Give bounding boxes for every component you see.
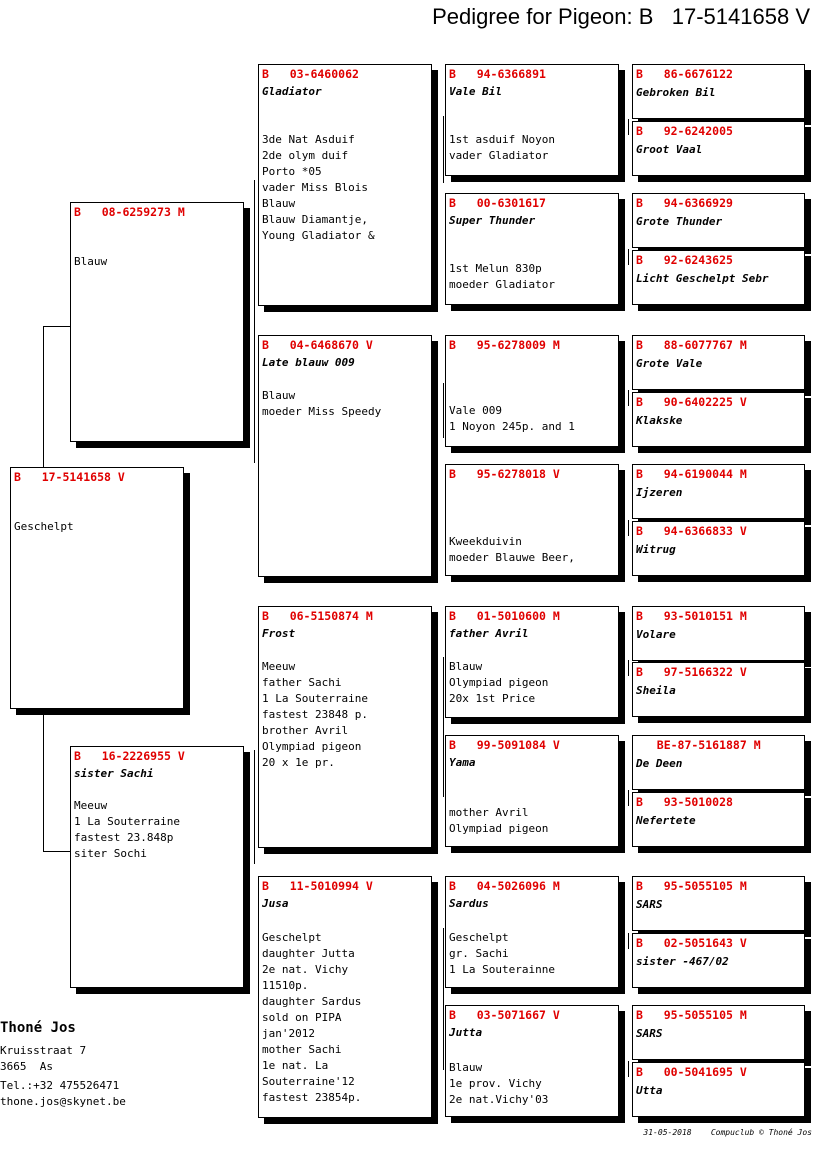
ring-number: B 06-5150874 M — [262, 609, 373, 623]
pigeon-info: Meeuw 1 La Souterraine fastest 23.848p siter Sochi — [74, 799, 180, 860]
pigeon-card-gen3[interactable] — [445, 1005, 619, 1117]
connector-line — [628, 660, 629, 676]
pigeon-name: Gebroken Bil — [636, 86, 716, 99]
pigeon-card-gen4[interactable] — [632, 250, 805, 305]
connector-line — [628, 390, 629, 406]
connector-line — [628, 790, 629, 806]
pigeon-card-gen4[interactable] — [632, 464, 805, 519]
pigeon-card-gen4[interactable] — [632, 64, 805, 119]
pigeon-card-gen4[interactable] — [632, 606, 805, 661]
pigeon-card-gen4[interactable] — [632, 193, 805, 248]
pigeon-card-gen2[interactable] — [258, 335, 432, 577]
pigeon-info: Kweekduivin moeder Blauwe Beer, — [449, 535, 575, 564]
owner-name: Thoné Jos — [0, 1020, 76, 1036]
ring-number: B 00-6301617 — [449, 196, 546, 210]
pigeon-card-gen3[interactable] — [445, 335, 619, 447]
pigeon-card-gen3[interactable] — [445, 464, 619, 576]
connector-line — [628, 249, 629, 265]
pigeon-card-gen2[interactable] — [258, 606, 432, 848]
pigeon-card-gen4[interactable] — [632, 392, 805, 447]
pigeon-info: Geschelpt gr. Sachi 1 La Souterainne — [449, 931, 555, 976]
ring-number: B 94-6366929 — [636, 196, 733, 210]
connector-line — [43, 851, 70, 852]
ring-number: B 00-5041695 V — [636, 1065, 747, 1079]
connector-line — [443, 116, 444, 183]
ring-number: B 17-5141658 V — [14, 470, 125, 484]
connector-line — [443, 657, 444, 797]
pigeon-name: father Avril — [449, 627, 529, 640]
ring-number: B 95-6278009 M — [449, 338, 560, 352]
pigeon-info: Blauw moeder Miss Speedy — [262, 389, 382, 418]
ring-number: BE-87-5161887 M — [636, 738, 761, 752]
ring-number: B 08-6259273 M — [74, 205, 185, 219]
pigeon-card-gen4[interactable] — [632, 735, 805, 790]
pigeon-name: SARS — [636, 1027, 663, 1040]
pigeon-name: sister Sachi — [74, 767, 154, 780]
ring-number: B 95-5055105 M — [636, 879, 747, 893]
ring-number: B 95-6278018 V — [449, 467, 560, 481]
pigeon-card-gen4[interactable] — [632, 1005, 805, 1060]
owner-email[interactable]: thone.jos@skynet.be — [0, 1095, 126, 1108]
pigeon-name: Jusa — [262, 897, 289, 910]
pigeon-name: Frost — [262, 627, 296, 640]
connector-line — [43, 712, 44, 851]
pigeon-card-sire[interactable] — [70, 202, 244, 442]
ring-number: B 88-6077767 M — [636, 338, 747, 352]
ring-number: B 03-6460062 — [262, 67, 359, 81]
ring-number: B 94-6190044 M — [636, 467, 747, 481]
pigeon-name: Groot Vaal — [636, 143, 703, 156]
pigeon-name: Jutta — [449, 1026, 483, 1039]
owner-street: Kruisstraat 7 — [0, 1044, 87, 1057]
pigeon-card-gen4[interactable] — [632, 933, 805, 988]
pigeon-name: Sheila — [636, 684, 676, 697]
connector-line — [254, 180, 255, 463]
connector-line — [628, 520, 629, 536]
connector-line — [254, 750, 255, 864]
ring-number: B 01-5010600 M — [449, 609, 560, 623]
owner-block — [0, 1019, 126, 1110]
ring-number: B 90-6402225 V — [636, 395, 747, 409]
pigeon-card-gen4[interactable] — [632, 876, 805, 931]
pigeon-card-gen3[interactable] — [445, 64, 619, 176]
connector-line — [443, 928, 444, 1070]
connector-line — [628, 933, 629, 949]
pigeon-card-gen2[interactable] — [258, 876, 432, 1118]
pigeon-card-gen3[interactable] — [445, 193, 619, 305]
pigeon-name: De Deen — [636, 757, 683, 770]
pigeon-name: Grote Thunder — [636, 215, 723, 228]
ring-number: B 11-5010994 V — [262, 879, 373, 893]
ring-number: B 94-6366891 — [449, 67, 546, 81]
pigeon-name: Utta — [636, 1084, 663, 1097]
connector-line — [628, 119, 629, 135]
pigeon-name: Gladiator — [262, 85, 322, 98]
pigeon-info: Geschelpt daughter Jutta 2e nat. Vichy 11510p. daughter Sardus sold on PIPA jan'2012 mother Sachi 1e nat. La Souterraine'12 fastest 23854p. — [262, 931, 362, 1104]
pigeon-card-gen3[interactable] — [445, 735, 619, 847]
pigeon-name: Ijzeren — [636, 486, 683, 499]
connector-line — [43, 326, 70, 327]
pigeon-info: Blauw Olympiad pigeon 20x 1st Price — [449, 660, 549, 705]
pigeon-card-subject[interactable] — [10, 467, 184, 709]
pigeon-card-gen2[interactable] — [258, 64, 432, 306]
page-title: Pedigree for Pigeon: B 17-5141658 V — [432, 4, 810, 29]
connector-line — [443, 383, 444, 438]
pigeon-card-gen4[interactable] — [632, 662, 805, 717]
ring-number: B 04-5026096 M — [449, 879, 560, 893]
pigeon-info: Vale 009 1 Noyon 245p. and 1 — [449, 404, 575, 433]
pigeon-card-dam[interactable] — [70, 746, 244, 988]
owner-city: 3665 As — [0, 1060, 53, 1073]
pigeon-info: Meeuw father Sachi 1 La Souterraine fastest 23848 p. brother Avril Olympiad pigeon 20 x 1e pr. — [262, 660, 368, 769]
pigeon-name: Volare — [636, 628, 676, 641]
pigeon-info: Blauw — [74, 255, 108, 268]
pigeon-name: Klakske — [636, 414, 683, 427]
ring-number: B 86-6676122 — [636, 67, 733, 81]
pigeon-card-gen3[interactable] — [445, 876, 619, 988]
pigeon-info: 1st asduif Noyon vader Gladiator — [449, 133, 555, 162]
ring-number: B 04-6468670 V — [262, 338, 373, 352]
pigeon-info: Geschelpt — [14, 520, 74, 533]
ring-number: B 97-5166322 V — [636, 665, 747, 679]
pigeon-name: Witrug — [636, 543, 676, 556]
ring-number: B 92-6243625 — [636, 253, 733, 267]
pigeon-card-gen4[interactable] — [632, 1062, 805, 1117]
pigeon-info: mother Avril Olympiad pigeon — [449, 806, 549, 835]
pigeon-name: Vale Bil — [449, 85, 502, 98]
pigeon-info: 1st Melun 830p moeder Gladiator — [449, 262, 555, 291]
pigeon-card-gen4[interactable] — [632, 335, 805, 390]
pigeon-info: 3de Nat Asduif 2de olym duif Porto *05 vader Miss Blois Blauw Blauw Diamantje, Young Gladiator & — [262, 133, 375, 242]
connector-line — [43, 326, 44, 468]
pigeon-info: Blauw 1e prov. Vichy 2e nat.Vichy'03 — [449, 1061, 549, 1106]
ring-number: B 99-5091084 V — [449, 738, 560, 752]
ring-number: B 02-5051643 V — [636, 936, 747, 950]
pigeon-name: Licht Geschelpt Sebr — [636, 272, 769, 285]
connector-line — [628, 1061, 629, 1077]
ring-number: B 94-6366833 V — [636, 524, 747, 538]
ring-number: B 03-5071667 V — [449, 1008, 560, 1022]
pigeon-name: Grote Vale — [636, 357, 703, 370]
pigeon-card-gen4[interactable] — [632, 792, 805, 847]
pigeon-card-gen4[interactable] — [632, 121, 805, 176]
pigeon-name: SARS — [636, 898, 663, 911]
pigeon-name: Super Thunder — [449, 214, 536, 227]
pigeon-name: Sardus — [449, 897, 489, 910]
ring-number: B 93-5010028 — [636, 795, 733, 809]
pigeon-name: Nefertete — [636, 814, 696, 827]
pigeon-card-gen4[interactable] — [632, 521, 805, 576]
ring-number: B 93-5010151 M — [636, 609, 747, 623]
owner-tel: Tel.:+32 475526471 — [0, 1079, 120, 1092]
pigeon-name: Late blauw 009 — [262, 356, 355, 369]
ring-number: B 16-2226955 V — [74, 749, 185, 763]
ring-number: B 95-5055105 M — [636, 1008, 747, 1022]
footer-credit: 31-05-2018 Compuclub © Thoné Jos — [643, 1128, 812, 1137]
pigeon-name: sister -467/02 — [636, 955, 729, 968]
ring-number: B 92-6242005 — [636, 124, 733, 138]
pigeon-name: Yama — [449, 756, 476, 769]
pigeon-card-gen3[interactable] — [445, 606, 619, 718]
